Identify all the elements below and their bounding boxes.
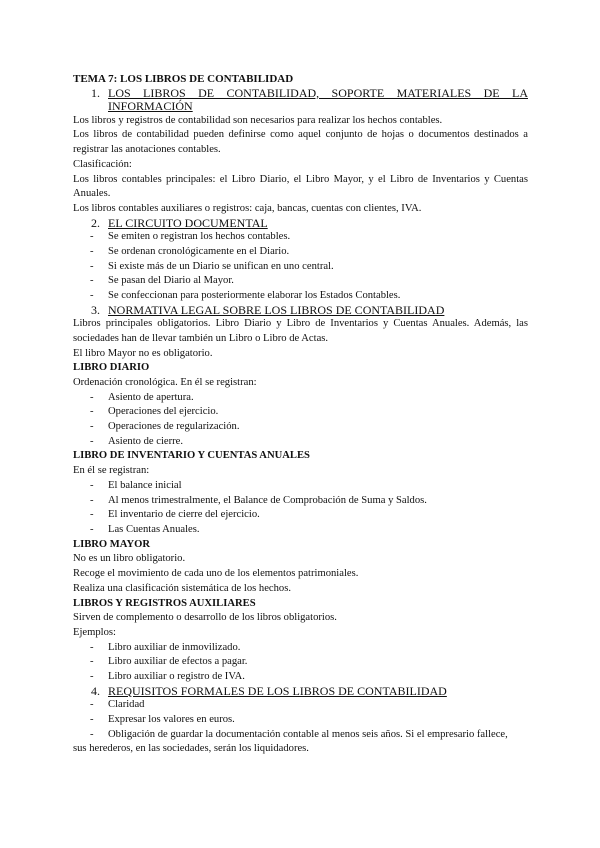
list-item: - Asiento de apertura. [73, 391, 528, 406]
paragraph: Los libros de contabilidad pueden definirse como aquel conjunto de hojas o documentos destinados a registrar las anotaciones contables. [73, 129, 528, 156]
subheading-libro-diario: LIBRO DIARIO [73, 362, 150, 374]
paragraph: Los libros y registros de contabilidad son necesarios para realizar los hechos contables. [73, 114, 443, 126]
list-item: - Libro auxiliar o registro de IVA. [73, 670, 528, 685]
list-item: - Se confeccionan para posteriormente elaborar los Estados Contables. [73, 289, 528, 304]
list-item: - Operaciones de regularización. [73, 420, 528, 435]
paragraph: El libro Mayor no es obligatorio. [73, 347, 213, 359]
paragraph: Recoge el movimiento de cada uno de los elementos patrimoniales. [73, 568, 359, 580]
list-item: - Libro auxiliar de inmovilizado. [73, 641, 528, 656]
section-number: 2. [91, 215, 100, 230]
document-body [73, 72, 528, 757]
paragraph: Clasificación: [73, 158, 132, 170]
list-item: - Claridad [73, 698, 528, 713]
section-heading-2 [91, 217, 528, 231]
paragraph: Sirven de complemento o desarrollo de los libros obligatorios. [73, 612, 337, 624]
list-item: - Operaciones del ejercicio. [73, 405, 528, 420]
section-heading-3 [91, 304, 528, 318]
section-heading-1 [91, 87, 528, 114]
subheading-libro-inventario: LIBRO DE INVENTARIO Y CUENTAS ANUALES [73, 450, 310, 462]
paragraph: No es un libro obligatorio. [73, 553, 186, 565]
paragraph: Ejemplos: [73, 626, 116, 638]
section-heading-4 [91, 685, 528, 699]
section-title: LOS LIBROS DE CONTABILIDAD, SOPORTE MATERIALES DE LA INFORMACIÓN [108, 85, 528, 114]
list-item [73, 728, 528, 757]
paragraph: Los libros contables auxiliares o registros: caja, bancas, cuentas con clientes, IVA. [73, 202, 422, 214]
requisitos-list [73, 698, 528, 757]
list-item: - Asiento de cierre. [73, 435, 528, 450]
paragraph: Ordenación cronológica. En él se registran: [73, 376, 257, 388]
list-item: - Se pasan del Diario al Mayor. [73, 274, 528, 289]
auxiliares-list [73, 641, 528, 685]
list-item: - El balance inicial [73, 479, 528, 494]
list-item: - Libro auxiliar de efectos a pagar. [73, 655, 528, 670]
section-number: 1. [91, 85, 100, 100]
list-item: - Se ordenan cronológicamente en el Diario. [73, 245, 528, 260]
inventario-list [73, 479, 528, 538]
document-title: TEMA 7: LOS LIBROS DE CONTABILIDAD [73, 73, 294, 85]
section-title: NORMATIVA LEGAL SOBRE LOS LIBROS DE CONTABILIDAD [108, 302, 445, 317]
list-item: - Las Cuentas Anuales. [73, 523, 528, 538]
paragraph: En él se registran: [73, 465, 150, 477]
section-title: EL CIRCUITO DOCUMENTAL [108, 215, 268, 230]
section-number: 3. [91, 302, 100, 317]
list-item: - El inventario de cierre del ejercicio. [73, 508, 528, 523]
circuit-list [73, 230, 528, 304]
paragraph: Los libros contables principales: el Libro Diario, el Libro Mayor, y el Libro de Inventarios y Cuentas Anuales. [73, 173, 528, 200]
list-item: - Al menos trimestralmente, el Balance de Comprobación de Suma y Saldos. [73, 494, 528, 509]
subheading-libros-auxiliares: LIBROS Y REGISTROS AUXILIARES [73, 597, 256, 609]
section-title: REQUISITOS FORMALES DE LOS LIBROS DE CONTABILIDAD [108, 683, 447, 698]
paragraph: Libros principales obligatorios. Libro Diario y Libro de Inventarios y Cuentas Anuales. Además, las sociedades han de llevar también un Libro o Libro de Actas. [73, 318, 528, 344]
list-item-continuation: sus herederos, en las sociedades, serán los liquidadores. [73, 743, 309, 755]
list-item-line: Obligación de guardar la documentación contable al menos seis años. Si el empresario fallece, [108, 728, 508, 740]
list-item: - Si existe más de un Diario se unifican en uno central. [73, 260, 528, 275]
list-item: - Se emiten o registran los hechos contables. [73, 230, 528, 245]
diario-list [73, 391, 528, 450]
list-item: - Expresar los valores en euros. [73, 713, 528, 728]
paragraph: Realiza una clasificación sistemática de los hechos. [73, 582, 291, 594]
section-number: 4. [91, 683, 100, 698]
subheading-libro-mayor: LIBRO MAYOR [73, 538, 151, 550]
